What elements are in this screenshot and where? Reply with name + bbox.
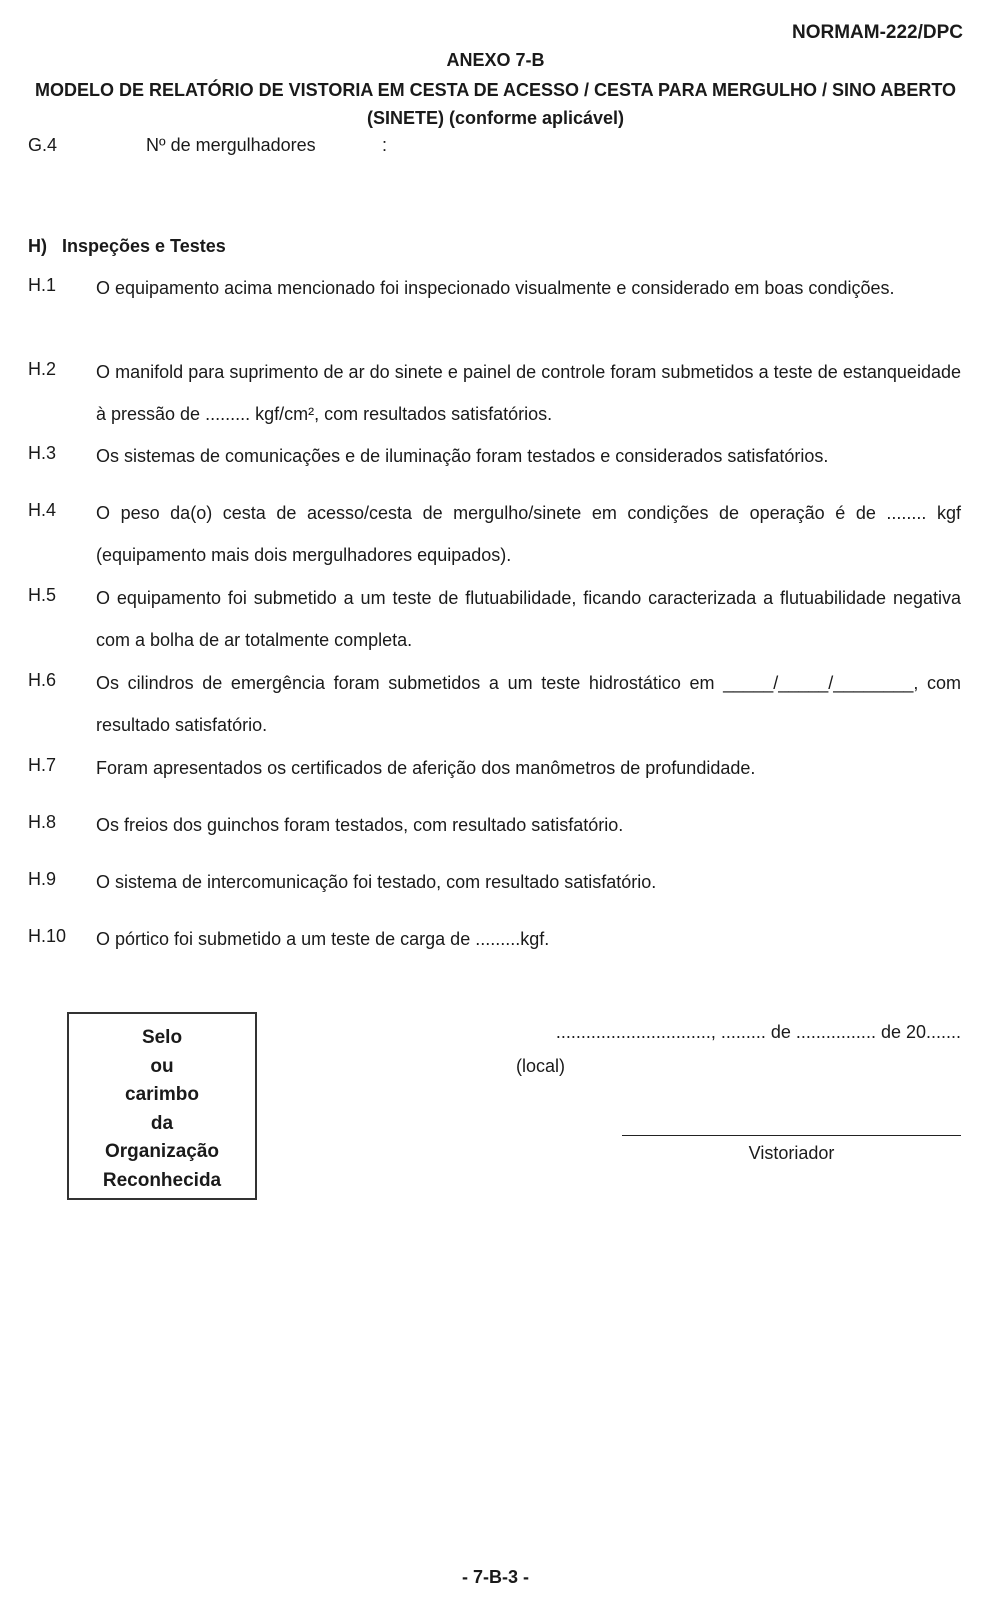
list-item xyxy=(28,804,961,846)
stamp-line: Reconhecida xyxy=(102,1169,222,1191)
section-title-inspections: H) Inspeções e Testes xyxy=(28,236,226,256)
item-number: H.4 xyxy=(28,500,57,520)
list-item xyxy=(28,435,961,477)
list-item xyxy=(28,577,961,661)
document-title: MODELO DE RELATÓRIO DE VISTORIA EM CESTA DE ACESSO / CESTA PARA MERGULHO / SINO ABERTO (SINETE) (conforme aplicável) xyxy=(34,80,957,128)
item-number: H.7 xyxy=(28,755,57,775)
item-text: Foram apresentados os certificados de aferição dos manômetros de profundidade. xyxy=(96,758,756,778)
stamp-line: carimbo xyxy=(125,1084,199,1105)
list-item xyxy=(28,861,961,903)
item-number: H.6 xyxy=(28,670,57,690)
list-item xyxy=(28,267,961,309)
stamp-line: da xyxy=(150,1112,174,1134)
local-label: (local) xyxy=(516,1056,566,1076)
date-place-line: ..............................., ......... de ................ de 20....... xyxy=(555,1022,961,1042)
signature-line xyxy=(622,1135,961,1136)
list-item xyxy=(28,662,961,746)
item-text: O sistema de intercomunicação foi testado, com resultado satisfatório. xyxy=(96,872,657,892)
item-text: Os freios dos guinchos foram testados, com resultado satisfatório. xyxy=(96,815,624,835)
document-reference: NORMAM-222/DPC xyxy=(791,22,963,43)
item-text: O equipamento foi submetido a um teste de flutuabilidade, ficando caracterizada a flutuabilidade negativa com a bolha de ar totalmente completa. xyxy=(96,588,961,650)
stamp-line: ou xyxy=(150,1055,174,1077)
item-text: O pórtico foi submetido a um teste de carga de .........kgf. xyxy=(96,929,550,949)
item-text: O manifold para suprimento de ar do sinete e painel de controle foram submetidos a teste de estanqueidade à pressão de ......... kgf/cm², com resultados satisfatórios. xyxy=(96,362,961,424)
item-number: H.3 xyxy=(28,443,57,463)
field-colon: : xyxy=(382,135,388,155)
annex-label: ANEXO 7-B xyxy=(446,50,545,70)
list-item xyxy=(28,492,961,576)
item-number: H.10 xyxy=(28,926,67,946)
item-text: Os cilindros de emergência foram submetidos a um teste hidrostático em _____/_____/________, com resultado satisfatório. xyxy=(96,673,961,735)
page-number: - 7-B-3 - xyxy=(462,1567,529,1587)
list-item xyxy=(28,351,961,435)
signer-label: Vistoriador xyxy=(748,1143,835,1163)
item-number-g4: G.4 xyxy=(28,135,58,155)
item-number: H.8 xyxy=(28,812,57,832)
list-item xyxy=(28,747,961,789)
item-text: O equipamento acima mencionado foi inspecionado visualmente e considerado em boas condições. xyxy=(96,278,895,298)
list-item xyxy=(28,918,961,960)
item-number: H.1 xyxy=(28,275,57,295)
stamp-box xyxy=(67,1012,257,1200)
stamp-line: Selo xyxy=(141,1027,183,1048)
field-label-divers: Nº de mergulhadores xyxy=(146,135,316,155)
stamp-line: Organização xyxy=(104,1141,220,1162)
item-number: H.9 xyxy=(28,869,57,889)
item-number: H.5 xyxy=(28,585,57,605)
item-number: H.2 xyxy=(28,359,57,379)
item-text: O peso da(o) cesta de acesso/cesta de mergulho/sinete em condições de operação é de ........ kgf (equipamento mais dois mergulhadores equipados). xyxy=(96,503,961,565)
item-text: Os sistemas de comunicações e de iluminação foram testados e considerados satisfatórios. xyxy=(96,446,829,466)
